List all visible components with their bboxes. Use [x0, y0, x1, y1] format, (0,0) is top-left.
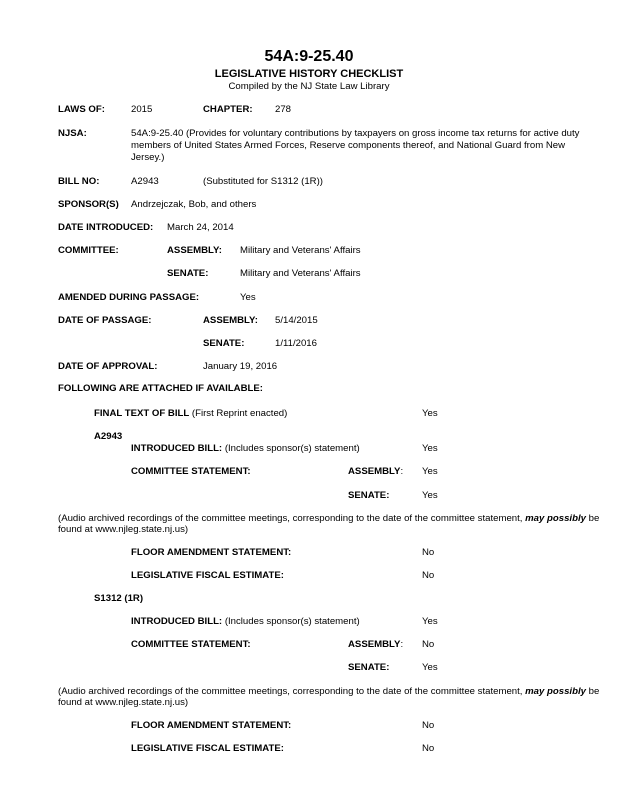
document-title: LEGISLATIVE HISTORY CHECKLIST: [214, 68, 404, 80]
a-bill-id: A2943: [94, 431, 123, 442]
s-committee-label: COMMITTEE STATEMENT:: [131, 639, 251, 650]
document-subtitle: Compiled by the NJ State Law Library: [228, 81, 390, 92]
a-introduced-row: [131, 443, 360, 454]
committee-label: COMMITTEE:: [58, 245, 119, 256]
document-citation: 54A:9-25.40: [264, 48, 354, 65]
final-text-value: Yes: [422, 408, 438, 419]
a-introduced-value: Yes: [422, 443, 438, 454]
date-introduced-label: DATE INTRODUCED:: [58, 222, 154, 233]
s-floor-value: No: [422, 720, 435, 731]
passage-senate-label: SENATE:: [203, 338, 245, 349]
njsa-label: NJSA:: [58, 128, 87, 139]
a-fiscal-label: LEGISLATIVE FISCAL ESTIMATE:: [131, 570, 284, 581]
amended-value: Yes: [240, 292, 256, 303]
s-committee-assembly-colon: :: [400, 639, 404, 650]
committee-senate-label: SENATE:: [167, 268, 209, 279]
a-fiscal-value: No: [422, 570, 435, 581]
final-text-label: FINAL TEXT OF BILL: [94, 408, 190, 419]
a-committee-assembly-value: Yes: [422, 466, 438, 477]
a-committee-label: COMMITTEE STATEMENT:: [131, 466, 251, 477]
bill-no-value: A2943: [131, 176, 159, 187]
passage-assembly-label: ASSEMBLY:: [203, 315, 258, 326]
committee-senate-value: Military and Veterans' Affairs: [240, 268, 361, 279]
s-committee-assembly-value: No: [422, 639, 435, 650]
final-text-row: [94, 408, 287, 419]
laws-of-label: LAWS OF:: [58, 104, 105, 115]
bill-no-label: BILL NO:: [58, 176, 100, 187]
chapter-value: 278: [275, 104, 292, 115]
a-audio-note-before: (Audio archived recordings of the committee meetings, corresponding to the date of the committee statement,: [58, 513, 523, 524]
njsa-value: 54A:9-25.40 (Provides for voluntary contributions by taxpayers on gross income tax returns for active duty members of United States Armed Forces, Reserve components thereof, and National Guard from New Jersey.): [131, 128, 580, 163]
a-introduced-note: (Includes sponsor(s) statement): [224, 443, 360, 454]
sponsor-label: SPONSOR(S): [58, 199, 119, 210]
a-audio-note-after: be found at www.njleg.state.nj.us): [58, 513, 600, 535]
passage-label: DATE OF PASSAGE:: [58, 315, 152, 326]
s-audio-note-after: be found at www.njleg.state.nj.us): [58, 686, 600, 708]
a-audio-note: [58, 513, 610, 535]
a-committee-senate-value: Yes: [422, 490, 438, 501]
passage-senate-value: 1/11/2016: [275, 338, 317, 349]
s-bill-id: S1312 (1R): [94, 593, 144, 604]
s-audio-note-before: (Audio archived recordings of the committee meetings, corresponding to the date of the committee statement,: [58, 686, 523, 697]
committee-assembly-label: ASSEMBLY:: [167, 245, 222, 256]
passage-assembly-value: 5/14/2015: [275, 315, 318, 326]
date-introduced-value: March 24, 2014: [167, 222, 234, 233]
s-introduced-note: (Includes sponsor(s) statement): [224, 616, 360, 627]
chapter-label: CHAPTER:: [203, 104, 253, 115]
a-committee-senate-label: SENATE:: [348, 490, 390, 501]
a-committee-assembly: [348, 466, 403, 477]
s-committee-assembly: [348, 639, 403, 650]
approval-label: DATE OF APPROVAL:: [58, 361, 158, 372]
s-committee-senate-value: Yes: [422, 662, 438, 673]
s-fiscal-value: No: [422, 743, 435, 754]
committee-assembly-value: Military and Veterans' Affairs: [240, 245, 361, 256]
s-floor-label: FLOOR AMENDMENT STATEMENT:: [131, 720, 292, 731]
s-fiscal-label: LEGISLATIVE FISCAL ESTIMATE:: [131, 743, 284, 754]
a-floor-label: FLOOR AMENDMENT STATEMENT:: [131, 547, 292, 558]
s-audio-note-emph: may possibly: [525, 686, 586, 697]
a-committee-assembly-label: ASSEMBLY: [348, 466, 401, 477]
s-audio-note: [58, 686, 610, 708]
s-introduced-label: INTRODUCED BILL:: [131, 616, 223, 627]
laws-of-value: 2015: [131, 104, 153, 115]
final-text-note: (First Reprint enacted): [191, 408, 288, 419]
attached-heading: FOLLOWING ARE ATTACHED IF AVAILABLE:: [58, 383, 263, 394]
s-introduced-value: Yes: [422, 616, 438, 627]
s-committee-senate-label: SENATE:: [348, 662, 390, 673]
a-floor-value: No: [422, 547, 435, 558]
s-introduced-row: [131, 616, 360, 627]
amended-label: AMENDED DURING PASSAGE:: [58, 292, 200, 303]
a-committee-assembly-colon: :: [400, 466, 404, 477]
sponsor-value: Andrzejczak, Bob, and others: [131, 199, 257, 210]
s-committee-assembly-label: ASSEMBLY: [348, 639, 401, 650]
a-audio-note-emph: may possibly: [525, 513, 586, 524]
a-introduced-label: INTRODUCED BILL:: [131, 443, 223, 454]
bill-no-note: (Substituted for S1312 (1R)): [203, 176, 323, 187]
approval-value: January 19, 2016: [203, 361, 278, 372]
